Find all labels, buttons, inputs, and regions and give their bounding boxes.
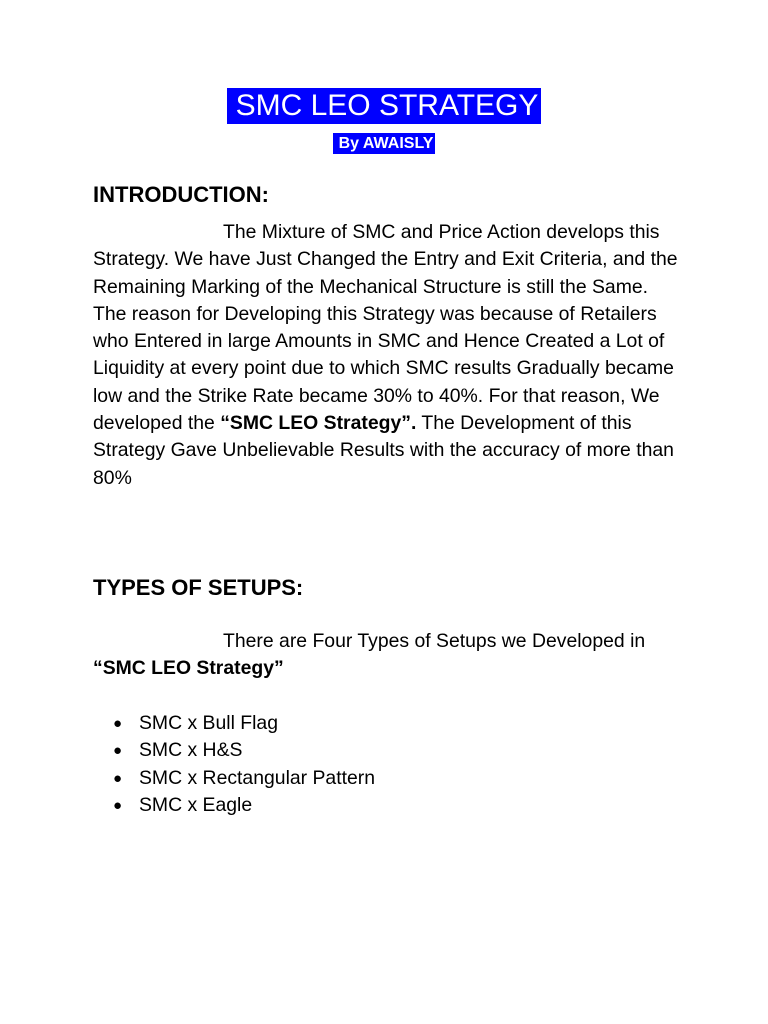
introduction-text-end: The Development of this Strategy Gave Unbelievable Results with the accuracy of more than 80% [93,412,674,489]
setups-text: There are Four Types of Setups we Developed in [223,630,646,652]
list-item-label: SMC x H&S [139,739,243,762]
bullet-icon: ● [113,769,123,787]
list-item [113,792,375,819]
types-of-setups-heading: TYPES OF SETUPS: [93,575,304,600]
introduction-text-start: The Mixture of SMC and Price Action develops this Strategy. We have Just Changed the Entry and Exit Criteria, and the Remaining Marking of the Mechanical Structure is still the Same. The reason for Developing this Strategy was because of Retailers who Entered in large Amounts in SMC and Hence Created a Lot of Liquidity at every point due to which SMC results Gradually became low and the Strike Rate became 30% to 40%. For that reason, We developed the [93,221,678,435]
list-item-label: SMC x Rectangular Pattern [139,766,376,789]
setups-list [113,710,375,819]
bullet-icon: ● [113,715,123,732]
list-item [113,710,375,737]
author-byline: By AWAISLY [333,133,436,154]
list-item-label: SMC x Eagle [139,793,253,816]
document-title: SMC LEO STRATEGY [227,88,542,124]
byline-block [0,133,768,154]
list-item [113,737,375,764]
introduction-paragraph [93,219,678,492]
list-item [113,765,375,792]
setups-strategy-name: “SMC LEO Strategy” [93,657,284,680]
bullet-icon: ● [113,742,123,760]
introduction-strategy-name: “SMC LEO Strategy”. [220,412,417,435]
list-item-label: SMC x Bull Flag [139,712,279,734]
title-block [0,88,768,124]
setups-paragraph [93,628,678,683]
bullet-icon: ● [113,796,123,814]
introduction-heading: INTRODUCTION: [93,182,269,207]
